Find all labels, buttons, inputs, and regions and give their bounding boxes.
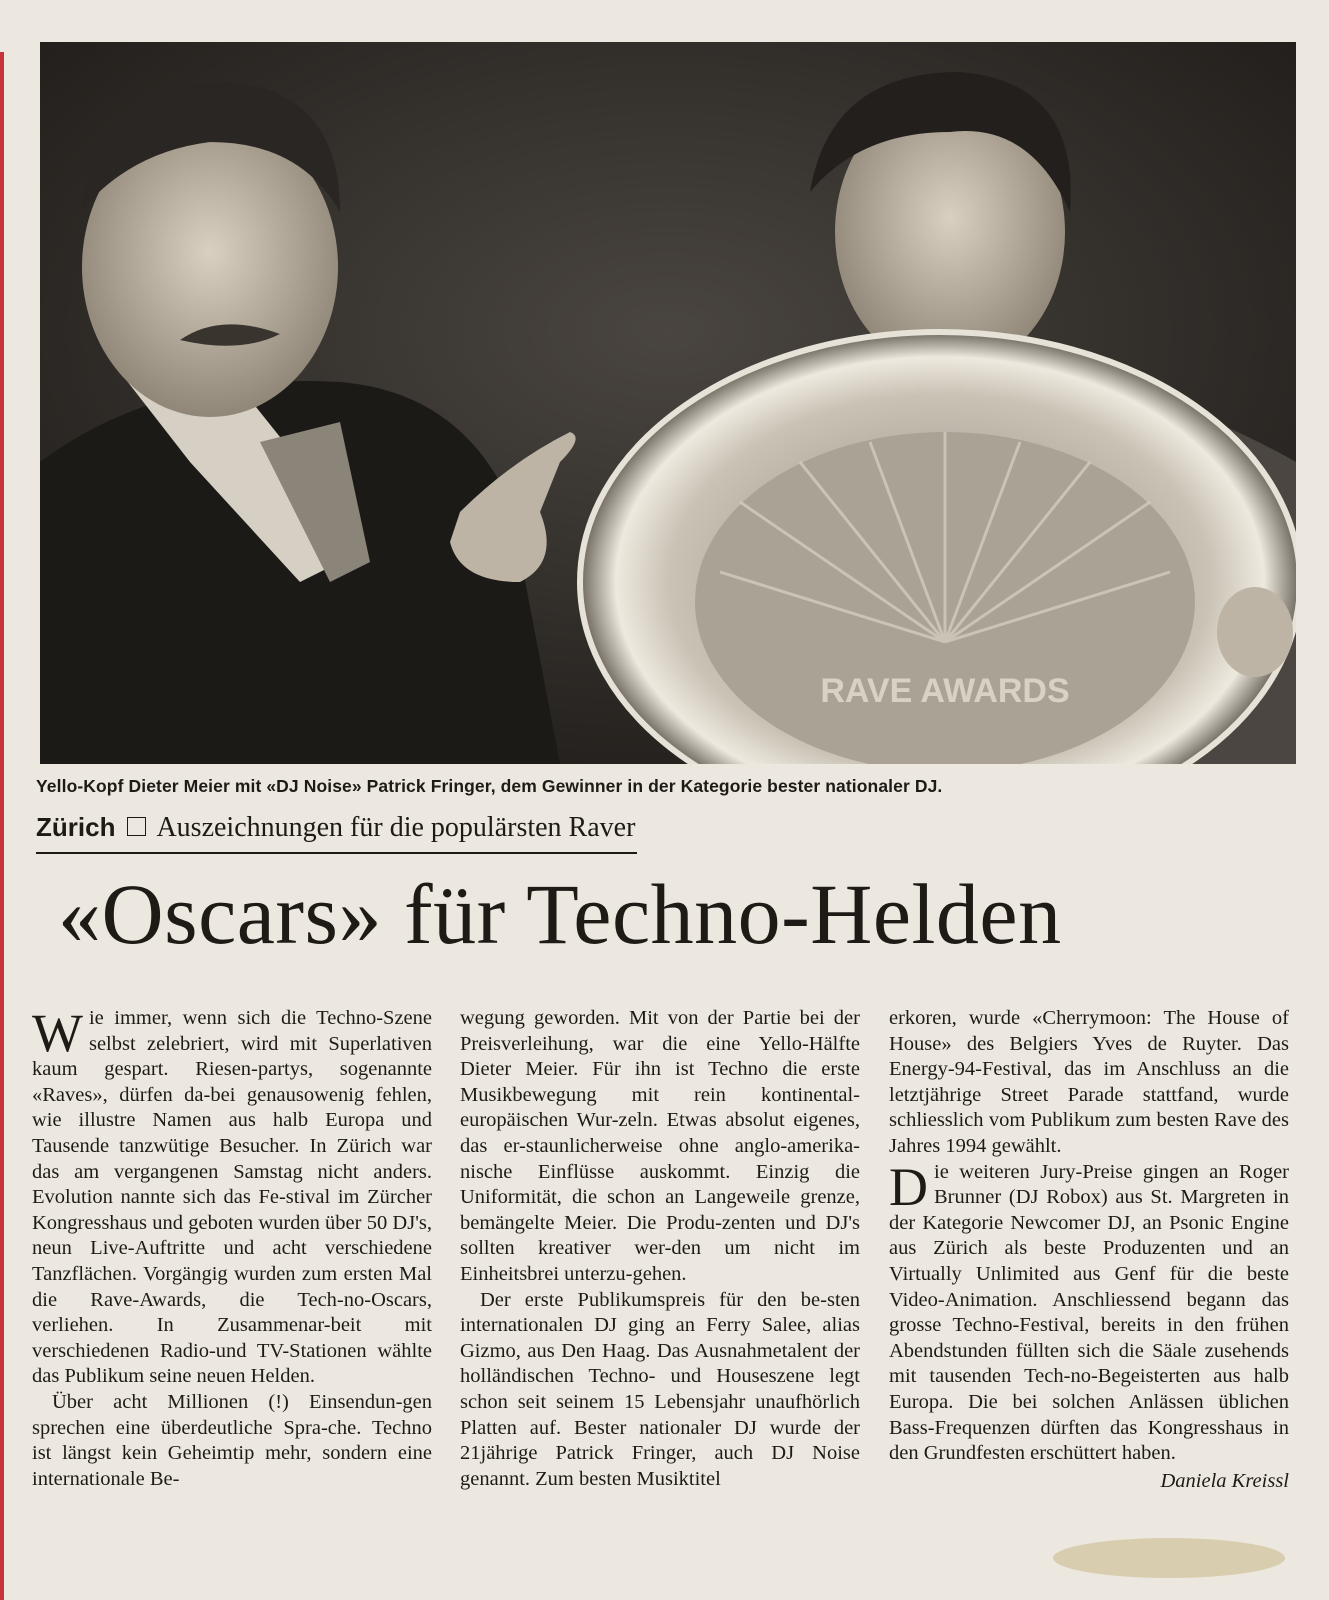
kicker (36, 812, 637, 854)
drop-cap: D (889, 1156, 928, 1217)
headline: «Oscars» für Techno-Helden (58, 866, 1062, 962)
watermark-logo-icon (1049, 1534, 1289, 1582)
paragraph (32, 1003, 432, 1390)
article-column-3 (889, 1006, 1289, 1494)
square-bullet-icon (127, 817, 146, 836)
paragraph-text: ie weiteren Jury-Preise gingen an Roger Brunner (DJ Robox) aus St. Margreten in der Kategorie Newcomer DJ, an Psonic Engine aus Zürich als beste Produzenten und an Virtually Unlimited aus Genf für die beste Video-Animation. Anschliessend begann das grosse Techno-Festival, bereits in den frühen Abendstunden füllten sich die Säale zusehends mit tausenden Tech-no-Begeisterten aus halb Europa. Die bei solchen Anlässen üblichen Bass-Frequenzen dürften das Kongresshaus in den Grundfesten erschüttert haben. (889, 1160, 1289, 1465)
article-column-1 (32, 1003, 432, 1492)
paragraph: Über acht Millionen (!) Einsendun-gen sprechen eine überdeutliche Spra-che. Techno ist längst kein Geheimtip mehr, sondern eine internationale Be- (32, 1390, 432, 1490)
paragraph-text: ie immer, wenn sich die Techno-Szene selbst zelebriert, wird mit Superlativen kaum gespart. Riesen-partys, sogenannte «Raves», dürfen da-bei genausowenig fehlen, wie illustre Namen aus halb Europa und Tausende tanzwütige Besucher. In Zürich war das am vergangenen Samstag nicht anders. Evolution nannte sich das Fe-stival im Zürcher Kongresshaus und geboten wurden über 50 DJ's, neun Live-Auftritte und acht verschiedene Tanzflächen. Vorgängig wurden zum ersten Mal die Rave-Awards, die Tech-no-Oscars, verliehen. In Zusammenar-beit mit verschiedenen Radio-und TV-Stationen wählte das Publikum seine neuen Helden. (32, 1007, 432, 1388)
kicker-subtitle: Auszeichnungen für die populärsten Raver (156, 812, 636, 843)
paragraph: wegung geworden. Mit von der Partie bei der Preisverleihung, war die eine Yello-Hälfte Dieter Meier. Für ihn ist Techno die erste Musikbewegung mit rein kontinental-europäischen Wur-zeln. Etwas absolut eigenes, das er-staunlicherweise ohne anglo-amerika-nische Einflüsse auskommt. Einzig die Uniformität, die schon an Langeweile grenze, bemängelte Meier. Die Produ-zenten und DJ's sollten kreativer wer-den um nicht im Einheitsbrei unterzu-gehen. (460, 1007, 860, 1285)
red-margin-rule (0, 52, 4, 1600)
paragraph: Der erste Publikumspreis für den be-sten internationalen DJ ging an Ferry Salee, alias Gizmo, aus Den Haag. Das Ausnahmetalent der holländischen Techno- und Houseszene legt schon seit seinem 15 Lebensjahr unaufhörlich Platten auf. Bester nationaler DJ wurde der 21jährige Patrick Fringer, auch DJ Noise genannt. Zum besten Musiktitel (460, 1288, 860, 1490)
paragraph (889, 1156, 1289, 1467)
paragraph: erkoren, wurde «Cherrymoon: The House of House» des Belgiers Yves de Ruyter. Das Energy-94-Festival, das im Anschluss an die letztjährige Street Parade stattfand, wurde schliesslich vom Publikum zum besten Rave des Jahres 1994 gewählt. (889, 1007, 1289, 1157)
trophy-label: RAVE AWARDS (820, 672, 1070, 710)
author-byline: Daniela Kreissl (1160, 1469, 1289, 1492)
article-column-2 (460, 1006, 860, 1492)
kicker-location: Zürich (36, 812, 116, 842)
article-photo (40, 42, 1296, 764)
photo-caption: Yello-Kopf Dieter Meier mit «DJ Noise» Patrick Fringer, dem Gewinner in der Kategorie bester nationaler DJ. (36, 776, 943, 796)
drop-cap: W (32, 1003, 83, 1063)
